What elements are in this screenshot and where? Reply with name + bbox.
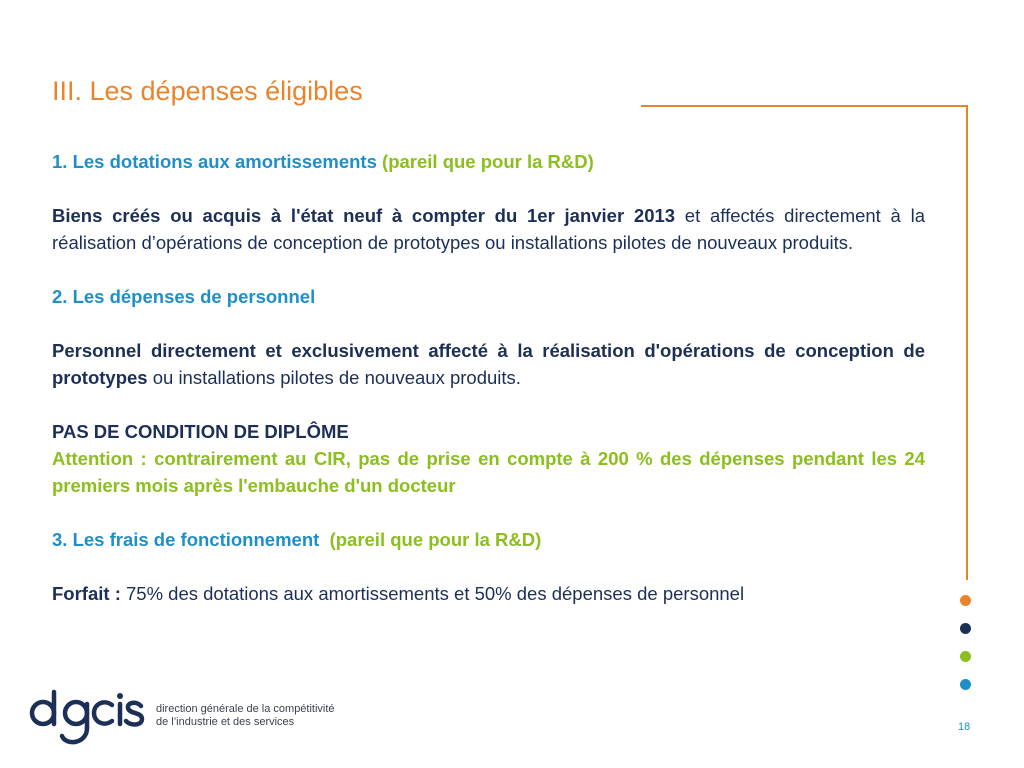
slide-title: III. Les dépenses éligibles	[52, 76, 363, 106]
navy-dot	[960, 623, 971, 634]
section2-condition	[52, 418, 925, 445]
orange-dot	[960, 595, 971, 606]
section3-paragraph	[52, 580, 925, 607]
section2-bold: Personnel directement et exclusivement affecté à la réalisation d'opérations de conception de prototypes	[52, 340, 925, 388]
forfait-text: 75% des dotations aux amortissements et 50% des dépenses de personnel	[120, 583, 745, 604]
section2-attention	[52, 445, 925, 499]
dgcis-logo	[28, 684, 146, 761]
org-line-1: direction générale de la compétitivité	[156, 703, 335, 715]
section2-text: ou installations pilotes de nouveaux produits.	[147, 367, 521, 388]
org-name	[156, 703, 335, 729]
page-number: 18	[958, 721, 971, 733]
section3-heading-line	[52, 526, 925, 553]
section3-note: (pareil que pour la R&D)	[329, 529, 542, 550]
forfait-label: Forfait :	[52, 583, 121, 604]
org-line-2: de l’industrie et des services	[156, 716, 295, 728]
section2-paragraph	[52, 337, 925, 391]
frame-top-line	[641, 105, 968, 107]
blue-dot	[960, 679, 971, 690]
section1-text: et affectés directement à la réalisation d’opérations de conception de prototypes ou installations pilotes de nouveaux produits.	[52, 205, 925, 253]
slide-content	[52, 148, 925, 607]
green-dot	[960, 651, 971, 662]
section3-heading: 3. Les frais de fonctionnement	[52, 529, 320, 550]
condition-text: PAS DE CONDITION DE DIPLÔME	[52, 421, 349, 442]
section2-heading: 2. Les dépenses de personnel	[52, 286, 316, 307]
attention-text: Attention : contrairement au CIR, pas de prise en compte à 200 % des dépenses pendant les 24 premiers mois après l'embauche d'un docteur	[52, 448, 925, 496]
section1-bold: Biens créés ou acquis à l'état neuf à compter du 1er janvier 2013	[52, 205, 676, 226]
section1-heading-line	[52, 148, 925, 175]
section1-paragraph	[52, 202, 925, 256]
section1-heading: 1. Les dotations aux amortissements	[52, 151, 377, 172]
section2-heading-line	[52, 283, 925, 310]
section1-note: (pareil que pour la R&D)	[382, 151, 594, 172]
frame-right-line	[966, 105, 968, 580]
dgcis-logo-mark	[28, 684, 146, 756]
